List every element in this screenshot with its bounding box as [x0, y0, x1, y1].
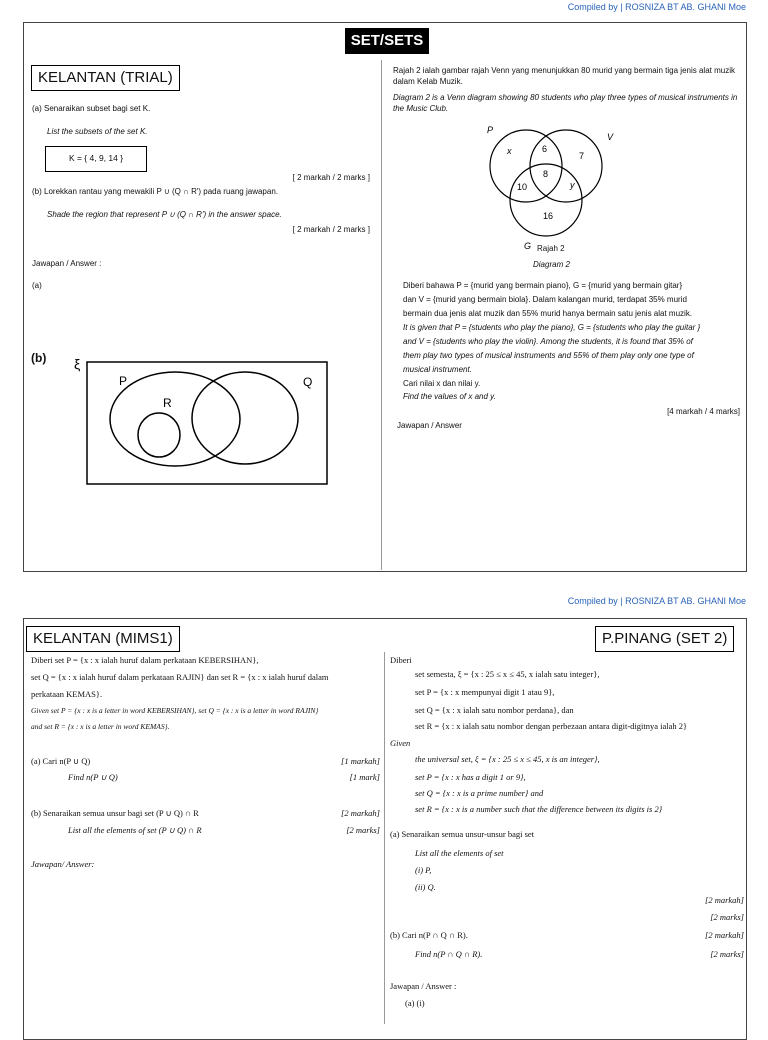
- diagram-intro-malay: Rajah 2 ialah gambar rajah Venn yang menunjukkan 80 murid yang bermain tiga jenis alat muzik dalam Kelab Muzik.: [393, 66, 735, 86]
- answer-label-p2-right: Jawapan / Answer :: [390, 981, 457, 991]
- given-set-p-malay: Diberi set P = {x : x ialah huruf dalam perkataan KEBERSIHAN},: [31, 655, 259, 665]
- set-k-box: K = { 4, 9, 14 }: [45, 146, 147, 172]
- kelantan-mims1-heading: KELANTAN (MIMS1): [26, 626, 180, 652]
- given-label: Given: [390, 738, 411, 748]
- given-set-q-malay: set Q = {x : x ialah huruf dalam perkataan RAJIN} dan set R = {x : x ialah huruf dalam: [31, 672, 329, 682]
- region-8: 8: [543, 169, 549, 179]
- compiled-by-credit: Compiled by | ROSNIZA BT AB. GHANI Moe: [567, 2, 746, 12]
- question-b-english-p2: List all the elements of set (P ∪ Q) ∩ R: [68, 825, 202, 835]
- kelantan-trial-heading: KELANTAN (TRIAL): [31, 65, 180, 91]
- given-sets-english-2: and set R = {x : x is a letter in word KEMAS}.: [31, 722, 170, 731]
- set-p-ellipse: [110, 372, 240, 466]
- question-a-marks-english: [1 mark]: [349, 772, 380, 782]
- given-english-line-1: It is given that P = {students who play the piano}, G = {students who play the guitar }: [403, 323, 701, 332]
- region-x: x: [507, 146, 512, 156]
- given-malay-line-1: Diberi bahawa P = {murid yang bermain piano}, G = {murid yang bermain gitar}: [403, 281, 683, 290]
- page2-column-divider: [384, 652, 385, 1024]
- page1-column-divider: [381, 60, 382, 570]
- set-q-ellipse: [192, 372, 298, 464]
- region-6: 6: [542, 144, 548, 154]
- question-a-part-ii: (ii) Q.: [415, 882, 436, 892]
- given-sets-english-1: Given set P = {x : x is a letter in word KEBERSIHAN}, set Q = {x : x is a letter in word RAJIN}: [31, 706, 319, 715]
- region-y: y: [570, 180, 575, 190]
- question-b-marks-english-right: [2 marks]: [710, 949, 744, 959]
- question-a-marks-malay: [1 markah]: [341, 756, 380, 766]
- question-b-marks-malay-right: [2 markah]: [705, 930, 744, 940]
- universal-set-english: the universal set, ξ = {x : 25 ≤ x ≤ 45, x is an integer},: [415, 754, 600, 764]
- set-p-english: set P = {x : x has a digit 1 or 9},: [415, 772, 526, 782]
- question-b-malay: (b) Lorekkan rantau yang mewakili P ∪ (Q ∩ R') pada ruang jawapan.: [32, 187, 278, 196]
- question-b-marks-english: [2 marks]: [346, 825, 380, 835]
- set-r-malay: set R = {x : x ialah satu nombor dengan perbezaan antara digit-digitnya ialah 2}: [415, 721, 688, 731]
- question-a-marks-malay-right: [2 markah]: [705, 895, 744, 905]
- region-16: 16: [543, 211, 554, 221]
- diagram-caption-english: Diagram 2: [533, 260, 570, 269]
- set-v-label: V: [607, 132, 614, 142]
- region-10: 10: [517, 182, 528, 192]
- set-p-malay: set P = {x : x mempunyai digit 1 atau 9},: [415, 687, 555, 697]
- set-sets-banner: SET/SETS: [345, 28, 429, 54]
- given-set-r-malay: perkataan KEMAS}.: [31, 689, 103, 699]
- question-b-english: Shade the region that represent P ∪ (Q ∩ R') in the answer space.: [47, 210, 282, 219]
- question-a-part-i: (i) P,: [415, 865, 432, 875]
- diagram-intro-english: Diagram 2 is a Venn diagram showing 80 students who play three types of musical instruments in the Music Club.: [393, 93, 738, 113]
- set-p-label: P: [119, 374, 128, 388]
- given-malay-line-2: dan V = {murid yang bermain biola}. Dalam kalangan murid, terdapat 35% murid: [403, 295, 687, 304]
- question-a-malay: (a) Senaraikan subset bagi set K.: [32, 104, 151, 113]
- question-a-malay-right: (a) Senaraikan semua unsur-unsur bagi set: [390, 829, 535, 839]
- question-a-malay-p2: (a) Cari n(P ∪ Q): [31, 756, 91, 766]
- given-english-line-3: them play two types of musical instruments and 55% of them play only one type of: [403, 351, 694, 360]
- answer-label: Jawapan / Answer :: [32, 259, 102, 268]
- answer-a-i-label: (a) (i): [405, 998, 425, 1008]
- marks-4: [4 markah / 4 marks]: [667, 407, 740, 416]
- question-a-english-p2: Find n(P ∪ Q): [68, 772, 118, 782]
- given-malay-line-3: bermain dua jenis alat muzik dan 55% murid hanya bermain satu jenis alat muzik.: [403, 309, 693, 318]
- universal-set-symbol: ξ: [74, 356, 81, 372]
- universal-set-malay: set semesta, ξ = {x : 25 ≤ x ≤ 45, x ialah satu integer},: [415, 669, 600, 679]
- set-q-label: Q: [303, 375, 313, 389]
- compiled-by-credit-2: Compiled by | ROSNIZA BT AB. GHANI Moe: [567, 596, 746, 606]
- answer-label-right: Jawapan / Answer: [397, 421, 462, 430]
- question-a-marks-english-right: [2 marks]: [710, 912, 744, 922]
- question-b-malay-right: (b) Cari n(P ∩ Q ∩ R).: [390, 930, 468, 940]
- marks-a: [ 2 markah / 2 marks ]: [292, 173, 370, 182]
- answer-label-p2-left: Jawapan/ Answer:: [31, 859, 95, 869]
- given-english-line-4: musical instrument.: [403, 365, 472, 374]
- diagram-caption-malay: Rajah 2: [537, 244, 565, 253]
- set-q-malay: set Q = {x : x ialah satu nombor perdana}, dan: [415, 705, 574, 715]
- answer-b-label: (b): [31, 351, 47, 365]
- marks-b: [ 2 markah / 2 marks ]: [292, 225, 370, 234]
- set-r-label: R: [163, 396, 172, 410]
- diberi-label: Diberi: [390, 655, 412, 665]
- set-r-circle: [138, 413, 180, 457]
- set-r-english: set R = {x : x is a number such that the difference between its digits is 2}: [415, 804, 663, 814]
- question-a-english-right: List all the elements of set: [415, 848, 504, 858]
- question-b-english-right: Find n(P ∩ Q ∩ R).: [415, 949, 483, 959]
- set-p-label: P: [487, 125, 494, 135]
- answer-venn-diagram: [70, 352, 332, 487]
- question-b-marks-malay: [2 markah]: [341, 808, 380, 818]
- find-english: Find the values of x and y.: [403, 392, 496, 401]
- question-b-malay-p2: (b) Senaraikan semua unsur bagi set (P ∪ Q) ∩ R: [31, 808, 199, 818]
- given-english-line-2: and V = {students who play the violin}. Among the students, it is found that 35% of: [403, 337, 693, 346]
- ppinang-set2-heading: P.PINANG (SET 2): [595, 626, 734, 652]
- find-malay: Cari nilai x dan nilai y.: [403, 379, 481, 388]
- answer-a-label: (a): [32, 281, 42, 290]
- set-v-circle: [530, 130, 602, 202]
- set-q-english: set Q = {x : x is a prime number} and: [415, 788, 544, 798]
- set-g-label: G: [524, 241, 532, 251]
- region-7: 7: [579, 151, 585, 161]
- question-a-english: List the subsets of the set K.: [47, 127, 148, 136]
